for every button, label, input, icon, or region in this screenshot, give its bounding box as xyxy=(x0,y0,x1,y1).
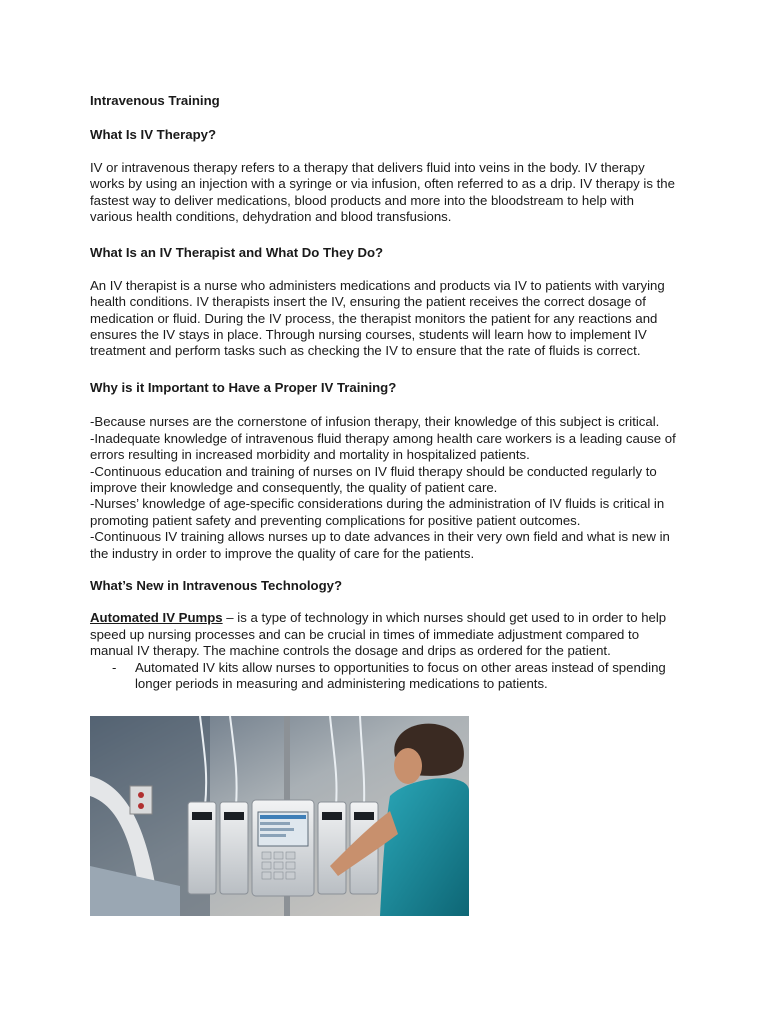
pumps-label: Automated IV Pumps xyxy=(90,610,223,626)
section-heading-iv-technology: What’s New in Intravenous Technology? xyxy=(90,577,343,593)
section-body-iv-pumps xyxy=(90,610,680,659)
list-item: -Because nurses are the cornerstone of infusion therapy, their knowledge of this subject is critical. xyxy=(90,414,660,430)
section-heading-iv-therapist: What Is an IV Therapist and What Do They Do? xyxy=(90,245,384,261)
list-marker: - xyxy=(112,659,117,675)
list-item: -Continuous IV training allows nurses up to date advances in their very own field and what is new in the industry in order to improve the quality of care for the patients. xyxy=(90,529,670,561)
iv-pump-photo xyxy=(90,716,469,916)
list-item-text: Automated IV kits allow nurses to opportunities to focus on other areas instead of spending longer periods in measuring and administering medications to patients. xyxy=(135,659,666,691)
list-item: -Nurses’ knowledge of age-specific considerations during the administration of IV fluids is critical in promoting patient safety and preventing complications for positive patient outcomes. xyxy=(90,496,665,528)
training-points xyxy=(90,414,680,562)
section-heading-iv-therapy: What Is IV Therapy? xyxy=(90,127,217,143)
section-body-iv-therapy: IV or intravenous therapy refers to a therapy that delivers fluid into veins in the body. IV therapy works by using an injection with a syringe or via infusion, often referred to as a drip. IV therapy is the fastest way to deliver medications, blood products and more into the bloodstream to help with various health conditions, dehydration and blood transfusions. xyxy=(90,159,675,225)
document-title: Intravenous Training xyxy=(90,93,220,108)
iv-pump-photo-illustration xyxy=(90,716,469,916)
list-item: -Inadequate knowledge of intravenous fluid therapy among health care workers is a leading cause of errors resulting in increased morbidity and mortality in hospitalized patients. xyxy=(90,430,676,463)
pumps-text: – is a type of technology in which nurses should get used to in order to help speed up nursing processes and can be crucial in times of immediate adjustment compared to manual IV therapy. The machine controls the dosage and drips as ordered for the patient. xyxy=(90,610,667,659)
document-body xyxy=(90,93,680,692)
section-body-iv-therapist: An IV therapist is a nurse who administers medications and products via IV to patients with varying health conditions. IV therapists insert the IV, ensuring the patient receives the correct dosage of medication or fluid. During the IV process, the therapist monitors the patient for any reactions and ensures the IV stays in place. Through nursing courses, students will learn how to implement IV treatment and perform tasks such as checking the IV to ensure that the rate of fluids is correct. xyxy=(90,277,665,359)
list-item xyxy=(90,660,680,693)
section-heading-iv-training: Why is it Important to Have a Proper IV Training? xyxy=(90,379,397,395)
dash-list xyxy=(90,660,680,693)
list-item: -Continuous education and training of nurses on IV fluid therapy should be conducted regularly to improve their knowledge and consequently, the quality of patient care. xyxy=(90,463,657,495)
